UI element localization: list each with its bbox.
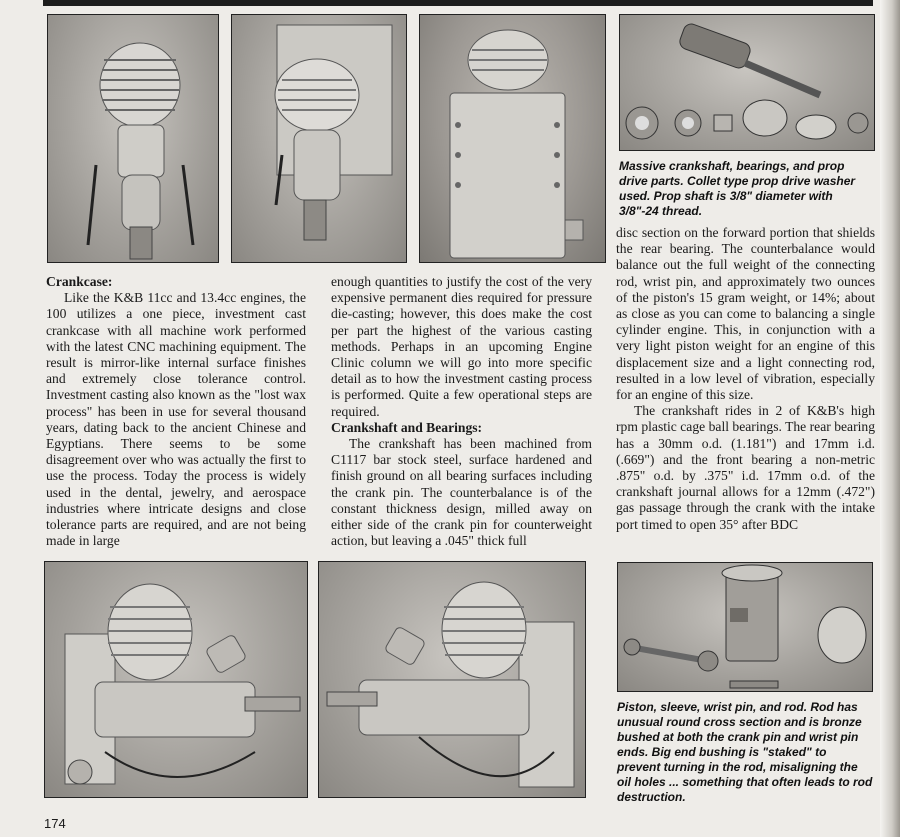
crankcase-paragraph: Like the K&B 11cc and 13.4cc engines, the 100 utilizes a one piece, investment cast crankcase with all machine work performed with the latest CNC machining equipment. The result is mirror-like internal surface finishes and extremely close tolerance control. Investment casting also known as the "lost wax process" has been in use for several thousand years, dating back to the ancient Chinese and Egyptians. There seems to be some disagreement over who was actually the first to use the process. Today the process is widely used in the dental, jewelry, and aerospace industries where intricate designs and close tolerance parts are required, and are not being made in large <box>46 290 306 549</box>
bearings-paragraph: The crankshaft rides in 2 of K&B's high rpm plastic cage ball bearings. The rear bearing has a 30mm o.d. (1.181") and 17mm i.d. (.669") and the front bearing a non-metric .875" o.d. by .375" i.d. 17mm o.d. of the crankshaft journal allows for a 12mm (.472") gas passage through the crank with the intake port timed to open 35° after BDC <box>616 403 875 532</box>
text-column-2 <box>331 274 592 549</box>
top-rule <box>43 0 873 6</box>
text-column-1 <box>46 274 306 549</box>
engine-right-side-photo <box>318 561 586 798</box>
piston-parts-photo <box>617 562 873 692</box>
crankcase-paragraph-continued: enough quantities to justify the cost of the very expensive permanent dies required for pressure die-casting; however, this does make the cost per part the highest of the various casting methods. Perhaps in an upcoming Engine Clinic column we will go into more specific detail as to how the investment casting process is performed. Quite a few operational steps are required. <box>331 274 592 419</box>
piston-caption: Piston, sleeve, wrist pin, and rod. Rod has unusual round cross section and is bronze bushed at both the crank pin and wrist pin ends. Big end bushing is "staked" to prevent turning in the rod, misaligning the oil holes ... something that often leads to rod destruction. <box>617 700 873 804</box>
crankshaft-caption: Massive crankshaft, bearings, and prop drive parts. Collet type prop drive washer used. Prop shaft is 3/8" diameter with 3/8"-24 thread. <box>619 159 856 218</box>
text-column-3 <box>616 225 875 533</box>
engine-angle-photo <box>231 14 407 263</box>
crankshaft-heading: Crankshaft and Bearings: <box>331 419 483 435</box>
page-gutter <box>880 0 900 837</box>
page-number: 174 <box>44 816 66 831</box>
counterbalance-paragraph: disc section on the forward portion that shields the rear bearing. The counterbalance would balance out the full weight of the connecting rod, wrist pin, and approximately two ounces of the piston's 15 gram weight, or 14%; about as close as you can come to balancing a single cylinder engine. This, in conjunction with a very light piston weight for an engine of this displacement size and a light connecting rod, resulted in a low level of vibration, especially for an engine of this size. <box>616 225 875 403</box>
engine-left-side-photo <box>44 561 308 798</box>
crankshaft-parts-photo <box>619 14 875 151</box>
crankshaft-paragraph: The crankshaft has been machined from C1117 bar stock steel, surface hardened and finish ground on all bearing surfaces including the crank pin. The counterbalance is of the constant thickness design, milled away on either side of the crank pin for counterweight action, but leaving a .045" thick full <box>331 436 592 549</box>
engine-front-photo <box>47 14 219 263</box>
engine-rear-photo <box>419 14 606 263</box>
crankcase-heading: Crankcase: <box>46 274 113 289</box>
